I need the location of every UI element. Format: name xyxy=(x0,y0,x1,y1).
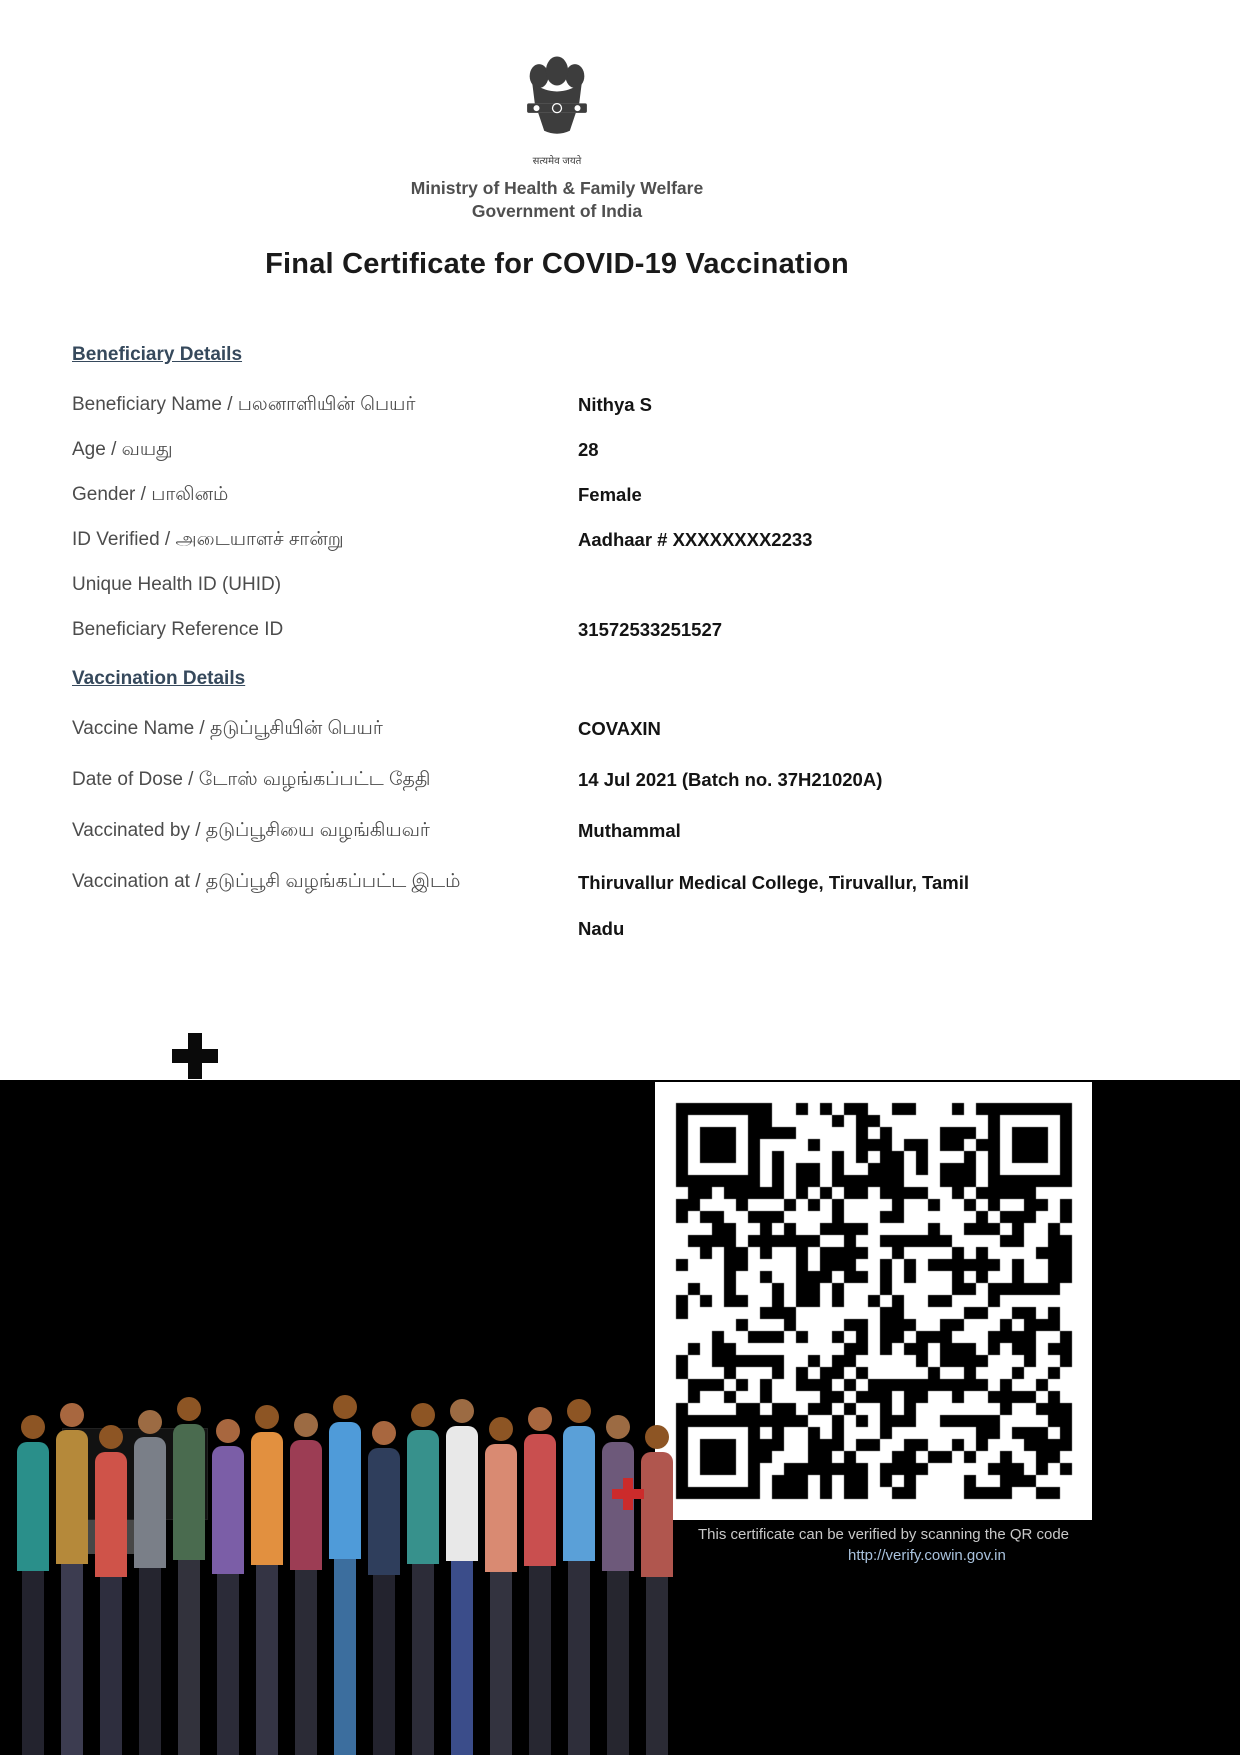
header xyxy=(0,50,1114,223)
person-figure xyxy=(94,1425,128,1755)
people-illustration xyxy=(0,1383,690,1755)
qr-canvas xyxy=(660,1087,1088,1515)
row-value: 14 Jul 2021 (Batch no. 37H21020A) xyxy=(578,769,883,790)
person-figure xyxy=(328,1395,362,1755)
row-label: Vaccine Name / தடுப்பூசியின் பெயர் xyxy=(72,718,383,739)
verify-url-link[interactable]: http://verify.cowin.gov.in xyxy=(848,1547,1006,1564)
row-label: Beneficiary Reference ID xyxy=(72,619,284,640)
person-figure xyxy=(484,1417,518,1755)
row-value: COVAXIN xyxy=(578,718,661,739)
row-label: Date of Dose / டோஸ் வழங்கப்பட்ட தேதி xyxy=(72,769,431,790)
row-value: Thiruvallur Medical College, Tiruvallur, Tamil Nadu xyxy=(578,872,970,939)
detail-row-uhid xyxy=(72,571,1152,599)
details-section xyxy=(72,344,1152,975)
emblem-motto: सत्यमेव जयते xyxy=(532,156,582,167)
row-label: ID Verified / அடையாளச் சான்று xyxy=(72,529,344,550)
person-figure xyxy=(289,1413,323,1755)
vaccination-details-block xyxy=(72,668,1152,952)
beneficiary-details-block xyxy=(72,344,1152,644)
row-value: Aadhaar # XXXXXXXX2233 xyxy=(578,529,813,550)
footer-banner xyxy=(0,1080,1240,1755)
detail-row-vaccinated-by xyxy=(72,817,1152,845)
detail-row-vaccine-name xyxy=(72,715,1152,743)
government-name: Government of India xyxy=(471,201,643,221)
person-figure xyxy=(445,1399,479,1755)
person-figure xyxy=(640,1425,674,1755)
person-figure xyxy=(601,1415,635,1755)
verify-text: This certificate can be verified by scanning the QR code xyxy=(698,1526,1070,1543)
person-figure xyxy=(55,1403,89,1755)
row-label: Age / வயது xyxy=(72,439,173,460)
row-value: Muthammal xyxy=(578,820,681,841)
india-national-emblem-icon xyxy=(516,50,598,167)
person-figure xyxy=(16,1415,50,1755)
detail-row-age xyxy=(72,436,1152,464)
detail-row-gender xyxy=(72,481,1152,509)
qr-code xyxy=(655,1082,1092,1520)
certificate-title: Final Certificate for COVID-19 Vaccination xyxy=(265,248,849,280)
row-value: 31572533251527 xyxy=(578,619,723,640)
detail-row-reference-id xyxy=(72,616,1152,644)
ministry-name: Ministry of Health & Family Welfare xyxy=(410,178,704,198)
beneficiary-details-heading: Beneficiary Details xyxy=(72,344,243,365)
vaccination-details-heading: Vaccination Details xyxy=(72,668,246,689)
row-value: Female xyxy=(578,484,642,505)
person-figure xyxy=(250,1405,284,1755)
row-label: Beneficiary Name / பலனாளியின் பெயர் xyxy=(72,394,416,415)
row-label: Unique Health ID (UHID) xyxy=(72,574,282,595)
verify-note xyxy=(698,1524,1069,1566)
person-figure xyxy=(367,1421,401,1755)
person-figure xyxy=(211,1419,245,1755)
detail-row-vaccination-at xyxy=(72,868,1152,952)
person-figure xyxy=(172,1397,206,1755)
row-label: Vaccinated by / தடுப்பூசியை வழங்கியவர் xyxy=(72,820,430,841)
detail-row-date-of-dose xyxy=(72,766,1152,794)
medical-cross-icon xyxy=(612,1478,644,1510)
person-figure xyxy=(133,1410,167,1755)
person-figure xyxy=(523,1407,557,1755)
person-figure xyxy=(406,1403,440,1755)
detail-row-beneficiary-name xyxy=(72,391,1152,419)
row-label: Gender / பாலினம் xyxy=(72,484,229,505)
row-label: Vaccination at / தடுப்பூசி வழங்கப்பட்ட இடம் xyxy=(72,871,461,892)
plus-icon xyxy=(172,1033,218,1079)
detail-row-id-verified xyxy=(72,526,1152,554)
row-value: 28 xyxy=(578,439,599,460)
row-value: Nithya S xyxy=(578,394,653,415)
person-figure xyxy=(562,1399,596,1755)
